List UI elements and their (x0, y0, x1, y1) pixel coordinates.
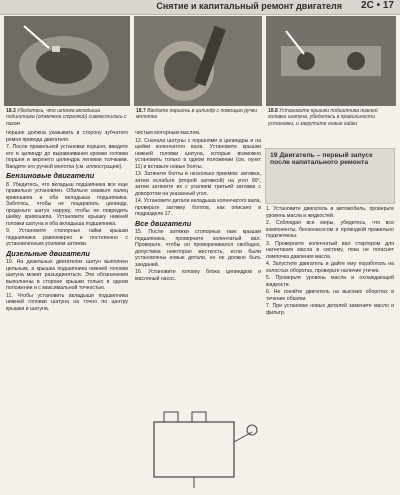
paragraph: 12. Сначала шатуны с поршнями в цилиндры и на шейки коленчатого вала. Установите крышки нижней головки шатуна, которые возможно установить только в одном положении (см. пункт 11) и вставьте новые болты. (135, 137, 261, 170)
column-3 (266, 206, 394, 490)
paragraph: 7. При установке новых деталей замените масло и фильтр. (266, 303, 394, 316)
section-heading: Дизельные двигатели (6, 248, 90, 258)
caption-18-7: 18.7 Вводите поршень в цилиндр с помощью ручки молотка (136, 108, 258, 121)
photo-18-3 (4, 16, 130, 106)
paragraph: 7. После правильной установки поршня, введите его в цилиндр до выравнивания кромки головки поршня и верхнего цилиндра легкими толчками. Вводите его ручкой молотка (см. иллюстрацию). (6, 144, 128, 170)
paragraph: 11. Чтобы установить вкладыши подшипника нижней головки шатуна на точно по центру крышки и шатуна. (6, 292, 128, 312)
paragraph: 6. Не гоняйте двигатель на высоких оборотах в течение обкатки. (266, 289, 394, 302)
paragraph: чистым моторным маслом. (135, 130, 201, 136)
paragraph: 9. Установите стопорные гайки крышки подшипника равномерно и постепенно с установленным усилием затяжки. (6, 228, 128, 247)
paragraph: 5. Проверьте уровень масла и охлаждающей жидкости. (266, 275, 394, 288)
paragraph: 10. На дизельных двигателях шатун выполнен цельным, а крышка подшипника нижней головки шатуна может разъединяться. Эти обозначения выполнены в стороне крышки только в одном положении и с максимальной точностью. (6, 259, 128, 291)
paragraph: 14. Установите детали вкладыша коленчатого вала, проверьте затяжку болтов, как описано в подразделе 17. (135, 198, 261, 217)
paragraph: поршне должна указывать в сторону зубчатого ремня привода двигателя. (6, 130, 128, 143)
photo-18-7 (134, 16, 262, 106)
paragraph: 2. Соблюдая все меры, убедитесь, что все компоненты, бензонасосом и проводкой правильно подключены. (266, 220, 394, 239)
paragraph: 1. Установите двигатель в автомобиль, проверьте уровень масла и жидкостей. (266, 206, 394, 219)
photo-18-8 (266, 16, 396, 106)
paragraph: 8. Убедитесь, что вкладыш подшипника все еще правильно установлен. Обильно смажьте палец кривошипа и оба вкладыша подшипника. Заботясь, чтобы не поцарапать цилиндр, проденьте шатун наружу, чтобы не повредить шейку кривошипа. Установите крышку нижней головки шатуна и оба вкладыша подшипника. (6, 181, 128, 227)
caption-18-3: 18.3 Убедитесь, что шпонка вкладыша подшипника (отмечена стрелкой) совместилась с пазом (6, 108, 127, 127)
engine-diagram (134, 402, 262, 490)
paragraph: 4. Запустите двигатель и дайте ему поработать на холостых оборотах, проверьте наличие утечек. (266, 261, 394, 274)
paragraph: 15. После затяжки стопорных гаек крышки подшипника, проверните коленчатый вал. Проверьте, чтобы он проворачивался свободно, допустима некоторая жесткость, если были установлены новые детали, но не должно быть заеданий. (135, 229, 261, 268)
column-1 (6, 130, 128, 490)
page-number: 2C • 17 (361, 0, 394, 11)
page-header (0, 0, 400, 15)
section-title: 19 Двигатель – первый запуск после капитального ремонта (270, 152, 373, 166)
paragraph: 3. Проверните коленчатый вал стартером для нагнетания масла в систему, пока не погаснет лампочка давления масла. (266, 240, 394, 260)
section-19-box (265, 148, 395, 204)
paragraph: 13. Затяните болты в несколько приемов: затяжка, затем ослабьте (второй затяжкой) на угол 90°, затем затяните их с усилием третьей затяжки с доворотом на указанный угол. (135, 171, 261, 197)
section-heading: Бензиновые двигатели (6, 171, 95, 180)
chapter-title: Снятие и капитальный ремонт двигателя (156, 1, 342, 11)
column-2 (135, 130, 261, 400)
paragraph: 16. Установите головку блока цилиндров и масляный насос. (135, 269, 261, 282)
caption-18-8: 18.8 Установите крышки подшипника нижней головки шатуна, убедитесь в правильности установки, и закрутите новые гайки (268, 108, 378, 127)
section-heading: Все двигатели (135, 218, 192, 228)
